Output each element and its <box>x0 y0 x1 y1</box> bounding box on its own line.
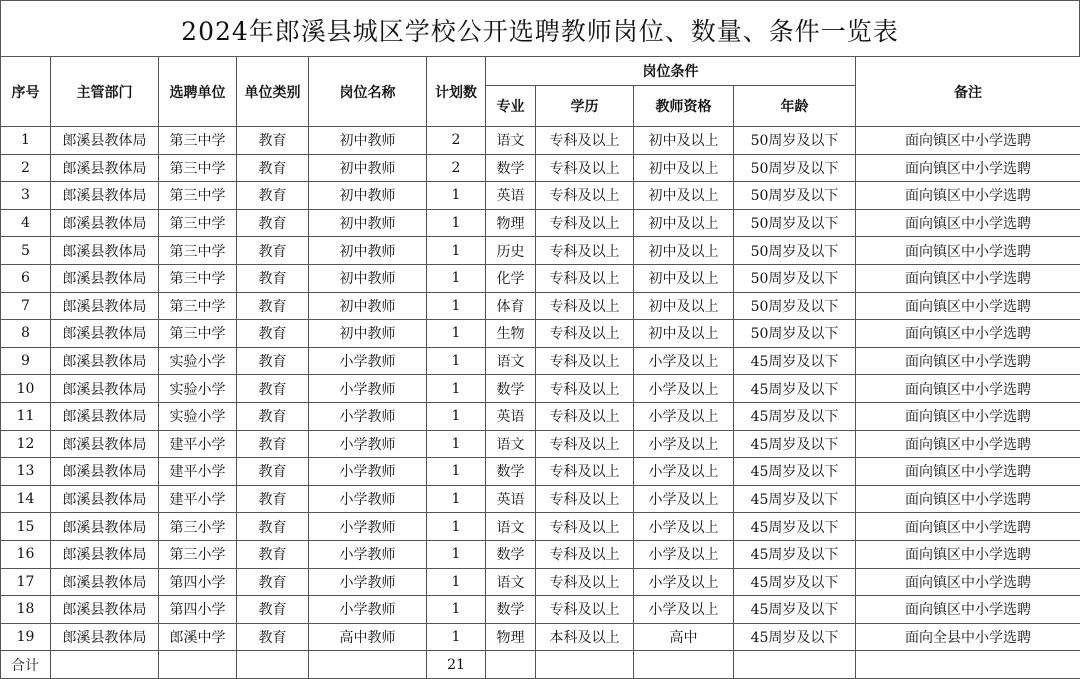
cell-cert: 初中及以上 <box>634 209 734 237</box>
cell-post: 初中教师 <box>309 182 427 210</box>
cell-post: 小学教师 <box>309 596 427 624</box>
cell-note: 面向镇区中小学选聘 <box>856 485 1080 513</box>
cell-edu: 专科及以上 <box>536 264 634 292</box>
header-unit: 选聘单位 <box>159 57 237 127</box>
cell-age: 50周岁及以下 <box>734 182 856 210</box>
cell-major: 物理 <box>486 623 536 651</box>
cell-cert: 小学及以上 <box>634 540 734 568</box>
cell-edu: 专科及以上 <box>536 127 634 155</box>
cell-edu: 专科及以上 <box>536 540 634 568</box>
cell-edu: 专科及以上 <box>536 347 634 375</box>
table-row <box>1 264 1080 292</box>
cell-dept: 郎溪县教体局 <box>51 623 159 651</box>
cell-age: 50周岁及以下 <box>734 237 856 265</box>
cell-unit-type: 教育 <box>237 320 309 348</box>
cell-unit: 建平小学 <box>159 485 237 513</box>
cell-major: 语文 <box>486 127 536 155</box>
cell-unit-type: 教育 <box>237 127 309 155</box>
cell-dept: 郎溪县教体局 <box>51 485 159 513</box>
cell-note: 面向镇区中小学选聘 <box>856 596 1080 624</box>
cell-cert: 初中及以上 <box>634 320 734 348</box>
header-cert: 教师资格 <box>634 86 734 127</box>
cell-plan: 1 <box>427 540 486 568</box>
header-row <box>1 57 1080 86</box>
document-title: 2024年郎溪县城区学校公开选聘教师岗位、数量、条件一览表 <box>0 0 1080 56</box>
cell-unit-type: 教育 <box>237 568 309 596</box>
cell-plan: 2 <box>427 154 486 182</box>
cell-unit-type: 教育 <box>237 458 309 486</box>
cell-plan: 2 <box>427 127 486 155</box>
cell-dept: 郎溪县教体局 <box>51 540 159 568</box>
cell-unit-type: 教育 <box>237 596 309 624</box>
cell-plan: 1 <box>427 237 486 265</box>
cell-seq: 11 <box>1 402 51 430</box>
cell-unit: 第三中学 <box>159 320 237 348</box>
cell-age: 45周岁及以下 <box>734 402 856 430</box>
cell-seq: 16 <box>1 540 51 568</box>
table-row <box>1 154 1080 182</box>
cell-dept: 郎溪县教体局 <box>51 347 159 375</box>
cell-cert: 小学及以上 <box>634 375 734 403</box>
cell-post: 小学教师 <box>309 347 427 375</box>
cell-cert: 小学及以上 <box>634 513 734 541</box>
cell-dept: 郎溪县教体局 <box>51 375 159 403</box>
cell-seq: 17 <box>1 568 51 596</box>
cell-plan: 1 <box>427 347 486 375</box>
cell-age: 50周岁及以下 <box>734 154 856 182</box>
cell-note: 面向镇区中小学选聘 <box>856 292 1080 320</box>
cell-dept: 郎溪县教体局 <box>51 568 159 596</box>
header-seq: 序号 <box>1 57 51 127</box>
table-body <box>1 127 1080 651</box>
cell-edu: 专科及以上 <box>536 154 634 182</box>
table-row <box>1 320 1080 348</box>
cell-unit-type: 教育 <box>237 154 309 182</box>
cell-note: 面向镇区中小学选聘 <box>856 347 1080 375</box>
table-row <box>1 292 1080 320</box>
cell-major: 语文 <box>486 430 536 458</box>
cell-dept: 郎溪县教体局 <box>51 127 159 155</box>
header-note: 备注 <box>856 57 1080 127</box>
cell-major: 历史 <box>486 237 536 265</box>
cell-age: 50周岁及以下 <box>734 320 856 348</box>
cell-age: 45周岁及以下 <box>734 540 856 568</box>
cell-note: 面向镇区中小学选聘 <box>856 375 1080 403</box>
cell-unit: 第四小学 <box>159 596 237 624</box>
cell-cert: 小学及以上 <box>634 568 734 596</box>
cell-note: 面向镇区中小学选聘 <box>856 540 1080 568</box>
cell-unit: 第三中学 <box>159 127 237 155</box>
header-unit-type: 单位类别 <box>237 57 309 127</box>
cell-unit: 实验小学 <box>159 402 237 430</box>
cell-unit: 第三中学 <box>159 264 237 292</box>
total-empty-cell <box>159 651 237 679</box>
cell-post: 小学教师 <box>309 485 427 513</box>
cell-major: 生物 <box>486 320 536 348</box>
cell-post: 初中教师 <box>309 237 427 265</box>
cell-edu: 专科及以上 <box>536 320 634 348</box>
cell-edu: 专科及以上 <box>536 596 634 624</box>
cell-age: 50周岁及以下 <box>734 209 856 237</box>
cell-unit-type: 教育 <box>237 264 309 292</box>
header-major: 专业 <box>486 86 536 127</box>
cell-seq: 9 <box>1 347 51 375</box>
table-row <box>1 347 1080 375</box>
cell-unit-type: 教育 <box>237 237 309 265</box>
cell-dept: 郎溪县教体局 <box>51 320 159 348</box>
total-plan: 21 <box>427 651 486 679</box>
cell-major: 语文 <box>486 513 536 541</box>
cell-cert: 初中及以上 <box>634 264 734 292</box>
cell-seq: 6 <box>1 264 51 292</box>
cell-plan: 1 <box>427 623 486 651</box>
cell-edu: 专科及以上 <box>536 182 634 210</box>
cell-cert: 初中及以上 <box>634 182 734 210</box>
cell-age: 45周岁及以下 <box>734 430 856 458</box>
cell-seq: 14 <box>1 485 51 513</box>
total-empty-cell <box>856 651 1080 679</box>
cell-seq: 5 <box>1 237 51 265</box>
cell-edu: 专科及以上 <box>536 237 634 265</box>
cell-edu: 专科及以上 <box>536 375 634 403</box>
cell-unit-type: 教育 <box>237 540 309 568</box>
cell-seq: 15 <box>1 513 51 541</box>
cell-age: 45周岁及以下 <box>734 485 856 513</box>
table-row <box>1 127 1080 155</box>
cell-dept: 郎溪县教体局 <box>51 154 159 182</box>
cell-unit-type: 教育 <box>237 430 309 458</box>
cell-seq: 18 <box>1 596 51 624</box>
total-empty-cell <box>734 651 856 679</box>
cell-seq: 1 <box>1 127 51 155</box>
cell-note: 面向镇区中小学选聘 <box>856 513 1080 541</box>
cell-edu: 专科及以上 <box>536 485 634 513</box>
header-dept: 主管部门 <box>51 57 159 127</box>
cell-seq: 7 <box>1 292 51 320</box>
cell-note: 面向镇区中小学选聘 <box>856 154 1080 182</box>
cell-age: 45周岁及以下 <box>734 596 856 624</box>
cell-major: 物理 <box>486 209 536 237</box>
cell-unit-type: 教育 <box>237 292 309 320</box>
cell-note: 面向全县中小学选聘 <box>856 623 1080 651</box>
cell-age: 45周岁及以下 <box>734 347 856 375</box>
cell-cert: 小学及以上 <box>634 402 734 430</box>
cell-plan: 1 <box>427 513 486 541</box>
cell-plan: 1 <box>427 402 486 430</box>
cell-age: 50周岁及以下 <box>734 127 856 155</box>
table-row <box>1 209 1080 237</box>
cell-unit: 第三中学 <box>159 209 237 237</box>
cell-unit: 第三小学 <box>159 540 237 568</box>
cell-dept: 郎溪县教体局 <box>51 237 159 265</box>
cell-cert: 小学及以上 <box>634 347 734 375</box>
cell-post: 初中教师 <box>309 154 427 182</box>
cell-major: 数学 <box>486 596 536 624</box>
cell-age: 45周岁及以下 <box>734 458 856 486</box>
table-row <box>1 568 1080 596</box>
cell-unit-type: 教育 <box>237 182 309 210</box>
cell-note: 面向镇区中小学选聘 <box>856 237 1080 265</box>
cell-dept: 郎溪县教体局 <box>51 182 159 210</box>
total-empty-cell <box>237 651 309 679</box>
cell-seq: 2 <box>1 154 51 182</box>
header-post: 岗位名称 <box>309 57 427 127</box>
cell-post: 初中教师 <box>309 209 427 237</box>
cell-dept: 郎溪县教体局 <box>51 430 159 458</box>
cell-cert: 小学及以上 <box>634 596 734 624</box>
cell-note: 面向镇区中小学选聘 <box>856 264 1080 292</box>
cell-post: 小学教师 <box>309 375 427 403</box>
cell-dept: 郎溪县教体局 <box>51 264 159 292</box>
cell-note: 面向镇区中小学选聘 <box>856 568 1080 596</box>
cell-age: 45周岁及以下 <box>734 623 856 651</box>
cell-unit: 第三中学 <box>159 154 237 182</box>
cell-unit-type: 教育 <box>237 209 309 237</box>
cell-unit: 第四小学 <box>159 568 237 596</box>
total-empty-cell <box>634 651 734 679</box>
cell-plan: 1 <box>427 292 486 320</box>
cell-post: 初中教师 <box>309 292 427 320</box>
cell-major: 数学 <box>486 154 536 182</box>
cell-plan: 1 <box>427 209 486 237</box>
table-row <box>1 430 1080 458</box>
cell-dept: 郎溪县教体局 <box>51 209 159 237</box>
cell-plan: 1 <box>427 430 486 458</box>
cell-age: 45周岁及以下 <box>734 568 856 596</box>
cell-edu: 专科及以上 <box>536 292 634 320</box>
cell-unit: 郎溪中学 <box>159 623 237 651</box>
cell-plan: 1 <box>427 568 486 596</box>
cell-unit-type: 教育 <box>237 347 309 375</box>
cell-seq: 12 <box>1 430 51 458</box>
cell-cert: 小学及以上 <box>634 485 734 513</box>
cell-unit: 第三中学 <box>159 182 237 210</box>
cell-plan: 1 <box>427 182 486 210</box>
cell-major: 数学 <box>486 540 536 568</box>
cell-post: 小学教师 <box>309 540 427 568</box>
cell-cert: 高中 <box>634 623 734 651</box>
cell-note: 面向镇区中小学选聘 <box>856 182 1080 210</box>
cell-post: 小学教师 <box>309 430 427 458</box>
cell-unit: 第三中学 <box>159 237 237 265</box>
cell-dept: 郎溪县教体局 <box>51 292 159 320</box>
cell-seq: 10 <box>1 375 51 403</box>
cell-post: 小学教师 <box>309 568 427 596</box>
cell-dept: 郎溪县教体局 <box>51 596 159 624</box>
cell-seq: 19 <box>1 623 51 651</box>
cell-post: 小学教师 <box>309 402 427 430</box>
cell-cert: 初中及以上 <box>634 292 734 320</box>
table-row <box>1 623 1080 651</box>
cell-cert: 初中及以上 <box>634 127 734 155</box>
total-label: 合计 <box>1 651 51 679</box>
cell-note: 面向镇区中小学选聘 <box>856 402 1080 430</box>
cell-note: 面向镇区中小学选聘 <box>856 127 1080 155</box>
table-row <box>1 237 1080 265</box>
cell-unit-type: 教育 <box>237 375 309 403</box>
cell-unit: 第三小学 <box>159 513 237 541</box>
cell-unit-type: 教育 <box>237 485 309 513</box>
cell-unit: 建平小学 <box>159 430 237 458</box>
cell-post: 小学教师 <box>309 513 427 541</box>
recruitment-table <box>0 56 1080 679</box>
table-row <box>1 485 1080 513</box>
cell-unit: 第三中学 <box>159 292 237 320</box>
cell-edu: 专科及以上 <box>536 568 634 596</box>
cell-edu: 专科及以上 <box>536 513 634 541</box>
header-edu: 学历 <box>536 86 634 127</box>
cell-unit-type: 教育 <box>237 513 309 541</box>
cell-plan: 1 <box>427 320 486 348</box>
cell-major: 语文 <box>486 347 536 375</box>
cell-post: 初中教师 <box>309 320 427 348</box>
cell-cert: 初中及以上 <box>634 154 734 182</box>
cell-major: 英语 <box>486 182 536 210</box>
cell-edu: 专科及以上 <box>536 458 634 486</box>
table-row <box>1 458 1080 486</box>
total-empty-cell <box>536 651 634 679</box>
cell-edu: 专科及以上 <box>536 402 634 430</box>
cell-unit-type: 教育 <box>237 402 309 430</box>
cell-age: 50周岁及以下 <box>734 264 856 292</box>
cell-plan: 1 <box>427 458 486 486</box>
table-row <box>1 513 1080 541</box>
cell-major: 数学 <box>486 375 536 403</box>
cell-edu: 专科及以上 <box>536 209 634 237</box>
cell-cert: 小学及以上 <box>634 430 734 458</box>
cell-note: 面向镇区中小学选聘 <box>856 458 1080 486</box>
cell-unit: 建平小学 <box>159 458 237 486</box>
cell-seq: 3 <box>1 182 51 210</box>
cell-note: 面向镇区中小学选聘 <box>856 430 1080 458</box>
total-empty-cell <box>486 651 536 679</box>
cell-cert: 小学及以上 <box>634 458 734 486</box>
table-row <box>1 182 1080 210</box>
cell-unit: 实验小学 <box>159 375 237 403</box>
total-empty-cell <box>309 651 427 679</box>
header-plan: 计划数 <box>427 57 486 127</box>
cell-plan: 1 <box>427 264 486 292</box>
cell-major: 数学 <box>486 458 536 486</box>
cell-plan: 1 <box>427 596 486 624</box>
cell-seq: 4 <box>1 209 51 237</box>
cell-plan: 1 <box>427 375 486 403</box>
total-row <box>1 651 1080 679</box>
cell-cert: 初中及以上 <box>634 237 734 265</box>
table-row <box>1 402 1080 430</box>
cell-plan: 1 <box>427 485 486 513</box>
cell-major: 体育 <box>486 292 536 320</box>
cell-post: 高中教师 <box>309 623 427 651</box>
cell-major: 语文 <box>486 568 536 596</box>
cell-major: 化学 <box>486 264 536 292</box>
cell-post: 初中教师 <box>309 264 427 292</box>
cell-age: 50周岁及以下 <box>734 292 856 320</box>
cell-seq: 8 <box>1 320 51 348</box>
table-row <box>1 540 1080 568</box>
cell-age: 45周岁及以下 <box>734 375 856 403</box>
cell-post: 初中教师 <box>309 127 427 155</box>
cell-note: 面向镇区中小学选聘 <box>856 209 1080 237</box>
header-age: 年龄 <box>734 86 856 127</box>
cell-note: 面向镇区中小学选聘 <box>856 320 1080 348</box>
table-row <box>1 375 1080 403</box>
total-empty-cell <box>51 651 159 679</box>
header-conditions: 岗位条件 <box>486 57 856 86</box>
table-row <box>1 596 1080 624</box>
cell-edu: 专科及以上 <box>536 430 634 458</box>
cell-unit: 实验小学 <box>159 347 237 375</box>
cell-age: 45周岁及以下 <box>734 513 856 541</box>
cell-edu: 本科及以上 <box>536 623 634 651</box>
cell-post: 小学教师 <box>309 458 427 486</box>
cell-dept: 郎溪县教体局 <box>51 513 159 541</box>
cell-major: 英语 <box>486 485 536 513</box>
cell-major: 英语 <box>486 402 536 430</box>
cell-seq: 13 <box>1 458 51 486</box>
cell-dept: 郎溪县教体局 <box>51 402 159 430</box>
cell-dept: 郎溪县教体局 <box>51 458 159 486</box>
cell-unit-type: 教育 <box>237 623 309 651</box>
